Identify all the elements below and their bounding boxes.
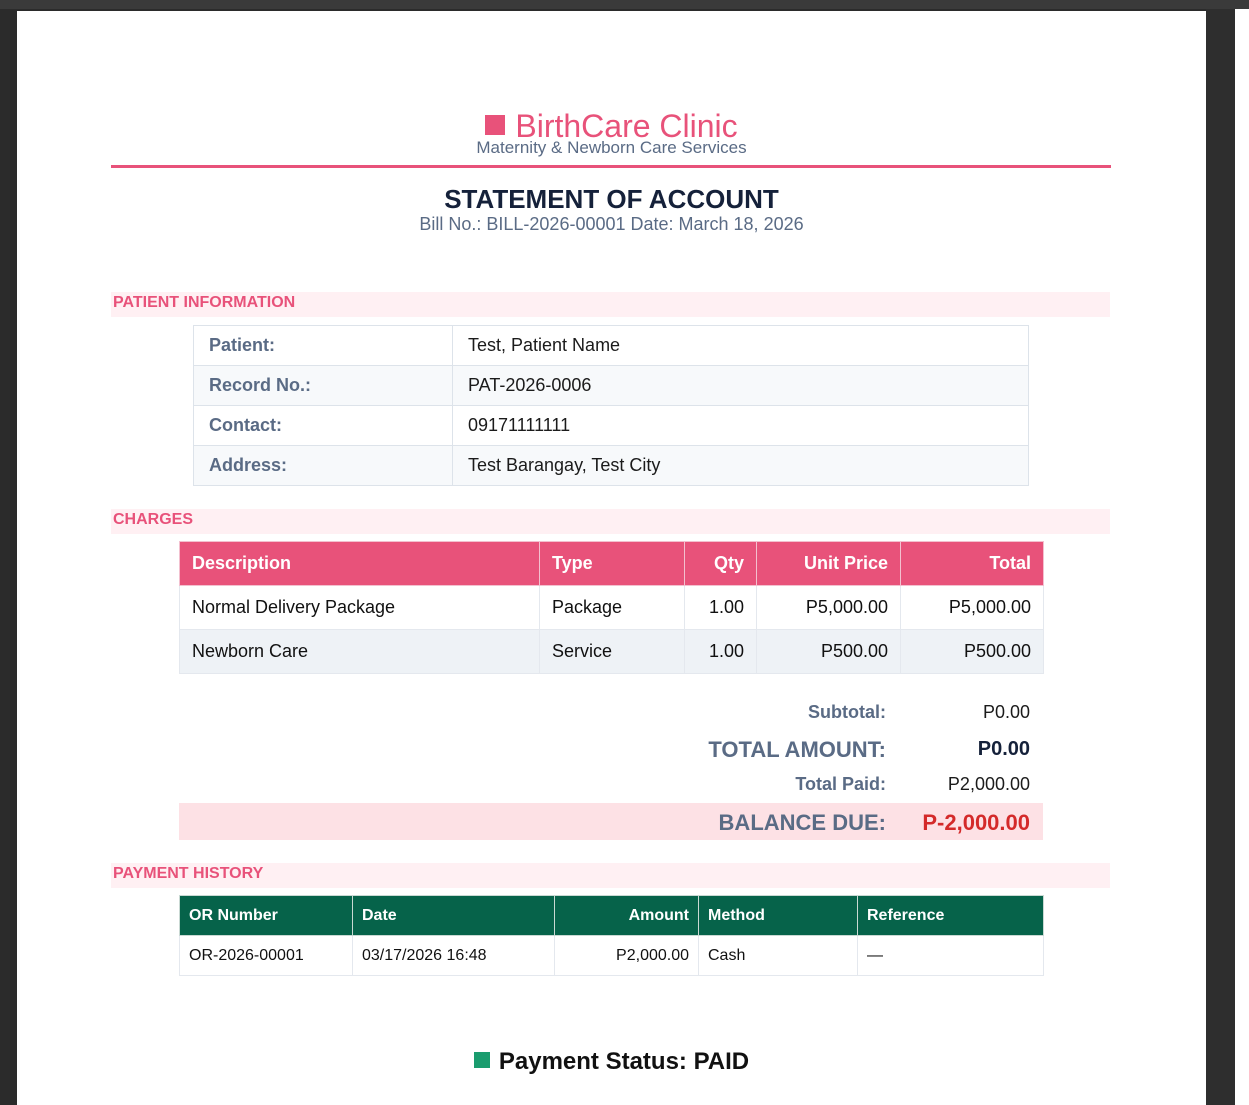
total-amount-value: P0.00: [977, 738, 1030, 760]
contact-value: 09171111111: [453, 406, 1029, 446]
header-divider: [111, 165, 1111, 168]
col-method: Method: [699, 896, 858, 936]
col-total: Total: [901, 542, 1044, 586]
viewer-toolbar: [0, 0, 1249, 9]
payment-status: [17, 1048, 1206, 1076]
address-value: Test Barangay, Test City: [453, 446, 1029, 486]
charge-type: Package: [540, 586, 685, 630]
document-page: [17, 11, 1206, 1105]
charge-total: P5,000.00: [901, 586, 1044, 630]
col-description: Description: [180, 542, 540, 586]
balance-due-label: BALANCE DUE:: [718, 810, 886, 835]
charge-description: Newborn Care: [180, 630, 540, 674]
bill-meta: Bill No.: BILL-2026-00001 Date: March 18, 2026: [419, 214, 804, 234]
payment-date: 03/17/2026 16:48: [353, 936, 555, 976]
record-value: PAT-2026-0006: [453, 366, 1029, 406]
col-date: Date: [353, 896, 555, 936]
payment-history-table: [179, 895, 1044, 976]
total-paid-label: Total Paid:: [795, 774, 886, 794]
charge-qty: 1.00: [685, 630, 757, 674]
col-amount: Amount: [555, 896, 699, 936]
col-unit-price: Unit Price: [757, 542, 901, 586]
charges-table: [179, 541, 1044, 674]
viewer-margin: [1206, 9, 1249, 1105]
subtotal-value: P0.00: [982, 702, 1030, 722]
patient-value: Test, Patient Name: [453, 326, 1029, 366]
col-qty: Qty: [685, 542, 757, 586]
patient-info-table: [193, 325, 1029, 486]
total-amount-label: TOTAL AMOUNT:: [708, 737, 886, 762]
clinic-logo-icon: [485, 115, 505, 135]
balance-due-value: P-2,000.00: [922, 810, 1030, 835]
charge-description: Normal Delivery Package: [180, 586, 540, 630]
payment-or-number: OR-2026-00001: [180, 936, 353, 976]
payment-amount: P2,000.00: [555, 936, 699, 976]
record-label: Record No.:: [194, 366, 453, 406]
table-header-row: [180, 896, 1044, 936]
total-paid-value: P2,000.00: [947, 774, 1030, 794]
payment-method: Cash: [699, 936, 858, 976]
col-reference: Reference: [858, 896, 1044, 936]
table-row: [194, 446, 1029, 486]
clinic-tagline: Maternity & Newborn Care Services: [476, 138, 747, 157]
contact-label: Contact:: [194, 406, 453, 446]
table-row: [180, 936, 1044, 976]
address-label: Address:: [194, 446, 453, 486]
charge-unit-price: P5,000.00: [757, 586, 901, 630]
table-header-row: [180, 542, 1044, 586]
scrollbar-track[interactable]: [1206, 9, 1235, 1105]
charges-heading: CHARGES: [111, 509, 1110, 534]
patient-info-heading: PATIENT INFORMATION: [111, 292, 1110, 317]
charge-qty: 1.00: [685, 586, 757, 630]
statement-title: STATEMENT OF ACCOUNT: [444, 184, 779, 214]
charge-unit-price: P500.00: [757, 630, 901, 674]
green-square-icon: [474, 1052, 490, 1068]
charge-total: P500.00: [901, 630, 1044, 674]
table-row: [180, 586, 1044, 630]
col-type: Type: [540, 542, 685, 586]
table-row: [194, 366, 1029, 406]
payment-status-text: Payment Status: PAID: [498, 1048, 750, 1075]
patient-label: Patient:: [194, 326, 453, 366]
table-row: [194, 326, 1029, 366]
balance-due-band: [179, 803, 1043, 840]
table-row: [180, 630, 1044, 674]
payment-history-heading: PAYMENT HISTORY: [111, 863, 1110, 888]
clinic-name: BirthCare Clinic: [515, 108, 738, 144]
charge-type: Service: [540, 630, 685, 674]
table-row: [194, 406, 1029, 446]
payment-reference: —: [858, 936, 1044, 976]
subtotal-label: Subtotal:: [808, 702, 886, 722]
col-or-number: OR Number: [180, 896, 353, 936]
